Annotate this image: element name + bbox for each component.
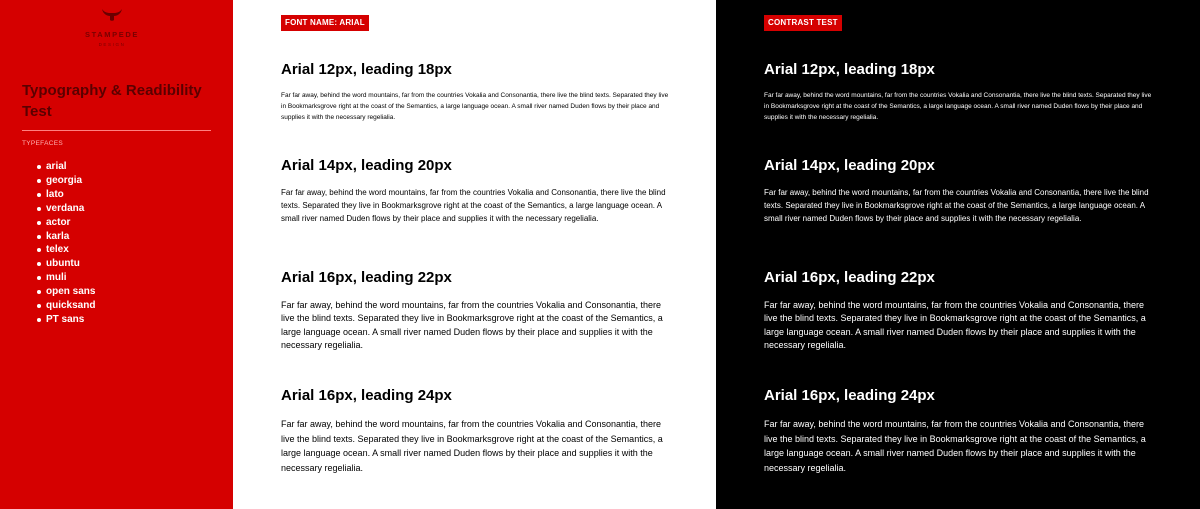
typeface-link-quicksand[interactable]: quicksand <box>37 299 95 313</box>
contrast-test-badge: CONTRAST TEST <box>764 15 842 31</box>
sample-body: Far far away, behind the word mountains, far from the countries Vokalia and Consonantia, there live the blind texts. Separated they live in Bookmarksgrove right at the coast of the Semantics, a large language ocean. A small river named Duden flows by their place and supplies it with the necessary regelialia. <box>281 419 663 473</box>
typeface-link-actor[interactable]: actor <box>37 216 95 230</box>
typeface-list <box>37 160 95 327</box>
sample-heading: Arial 14px, leading 20px <box>281 157 452 174</box>
contrast-sample-panel <box>716 0 1200 509</box>
typeface-link-georgia[interactable]: georgia <box>37 174 95 188</box>
logo-subtitle: DESIGN <box>98 42 126 47</box>
typeface-link-arial[interactable]: arial <box>37 160 95 174</box>
typeface-link-open-sans[interactable]: open sans <box>37 285 95 299</box>
sample-heading: Arial 12px, leading 18px <box>281 61 452 78</box>
typeface-link-lato[interactable]: lato <box>37 188 95 202</box>
typeface-link-karla[interactable]: karla <box>37 230 95 244</box>
sample-heading: Arial 16px, leading 22px <box>764 269 935 286</box>
sample-heading: Arial 14px, leading 20px <box>764 157 935 174</box>
logo[interactable] <box>0 8 224 47</box>
sample-body: Far far away, behind the word mountains, far from the countries Vokalia and Consonantia, there live the blind texts. Separated they live in Bookmarksgrove right at the coast of the Semantics, a large language ocean. A small river named Duden flows by their place and supplies it with the necessary regelialia. <box>281 188 666 223</box>
sample-body: Far far away, behind the word mountains, far from the countries Vokalia and Consonantia, there live the blind texts. Separated they live in Bookmarksgrove right at the coast of the Semantics, a large language ocean. A small river named Duden flows by their place and supplies it with the necessary regelialia. <box>281 300 663 350</box>
sample-body: Far far away, behind the word mountains, far from the countries Vokalia and Consonantia, there live the blind texts. Separated they live in Bookmarksgrove right at the coast of the Semantics, a large language ocean. A small river named Duden flows by their place and supplies it with the necessary regelialia. <box>764 188 1149 223</box>
typeface-link-muli[interactable]: muli <box>37 271 95 285</box>
sample-body: Far far away, behind the word mountains, far from the countries Vokalia and Consonantia, there live the blind texts. Separated they live in Bookmarksgrove right at the coast of the Semantics, a large language ocean. A small river named Duden flows by their place and supplies it with the necessary regelialia. <box>764 300 1146 350</box>
font-name-badge: FONT NAME: ARIAL <box>281 15 369 31</box>
divider <box>22 130 211 131</box>
bull-horns-icon <box>101 8 123 22</box>
sample-body: Far far away, behind the word mountains, far from the countries Vokalia and Consonantia, there live the blind texts. Separated they live in Bookmarksgrove right at the coast of the Semantics, a large language ocean. A small river named Duden flows by their place and supplies it with the necessary regelialia. <box>764 419 1146 473</box>
sample-heading: Arial 16px, leading 24px <box>281 387 452 404</box>
sidebar <box>0 0 233 509</box>
sample-heading: Arial 16px, leading 22px <box>281 269 452 286</box>
typefaces-label: TYPEFACES <box>22 140 63 147</box>
sample-body: Far far away, behind the word mountains, far from the countries Vokalia and Consonantia, there live the blind texts. Separated they live in Bookmarksgrove right at the coast of the Semantics, a large language ocean. A small river named Duden flows by their place and supplies it with the necessary regelialia. <box>764 92 1152 121</box>
sample-heading: Arial 16px, leading 24px <box>764 387 935 404</box>
typeface-link-pt-sans[interactable]: PT sans <box>37 313 95 327</box>
page-title: Typography & Readibility Test <box>22 82 202 120</box>
typeface-link-verdana[interactable]: verdana <box>37 202 95 216</box>
typeface-link-telex[interactable]: telex <box>37 243 95 257</box>
light-sample-panel <box>233 0 716 509</box>
sample-body: Far far away, behind the word mountains, far from the countries Vokalia and Consonantia, there live the blind texts. Separated they live in Bookmarksgrove right at the coast of the Semantics, a large language ocean. A small river named Duden flows by their place and supplies it with the necessary regelialia. <box>281 92 669 121</box>
logo-name: STAMPEDE <box>85 30 139 39</box>
sample-heading: Arial 12px, leading 18px <box>764 61 935 78</box>
typeface-link-ubuntu[interactable]: ubuntu <box>37 257 95 271</box>
